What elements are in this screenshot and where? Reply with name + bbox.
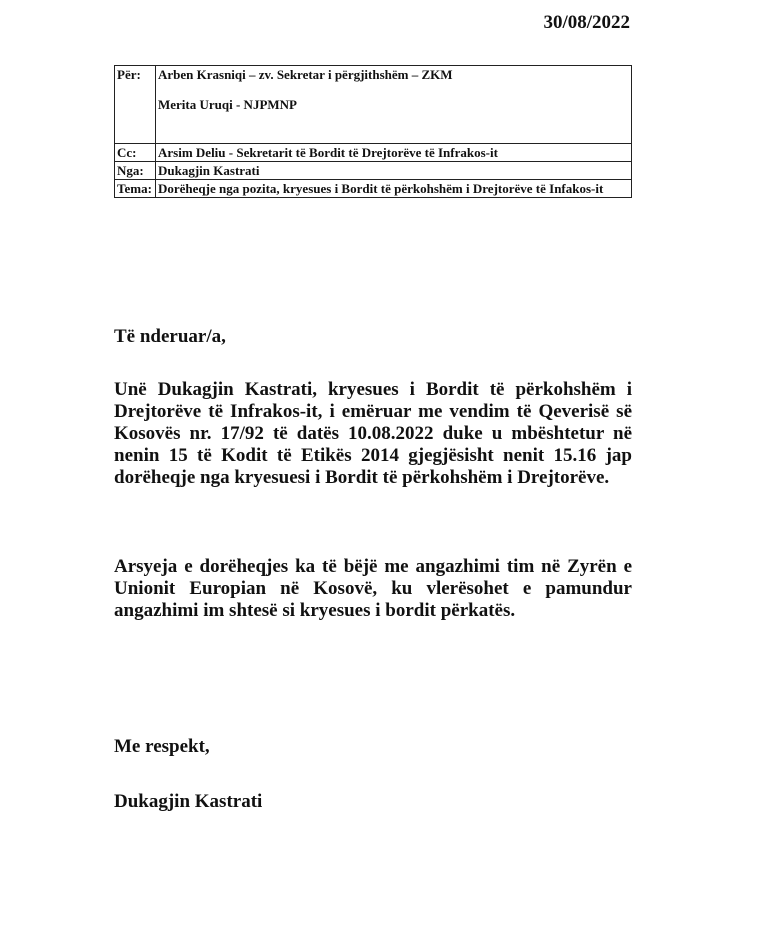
paragraph-2-text: Arsyeja e dorëheqjes ka të bëjë me angazhimi tim në Zyrën e Unionit Europian në Kosovë, ku vlerësohet e pamundur angazhimi im shtesë si kryesues i bordit përkatës.	[114, 556, 632, 621]
paragraph-1-text: Unë Dukagjin Kastrati, kryesues i Bordit të përkohshëm i Drejtorëve të Infrakos-it, i emëruar me vendim të Qeverisë së Kosovës nr. 17/92 të datës 10.08.2022 duke u mbështetur në nenin 15 të Kodit të Etikës 2014 gjegjësisht nenit 15.16 jap dorëheqje nga kryesuesi i Bordit të përkohshëm i Drejtorëve.	[114, 379, 632, 488]
from-value: Dukagjin Kastrati	[156, 162, 632, 180]
paragraph-2	[114, 556, 632, 622]
document-date: 30/08/2022	[543, 12, 630, 33]
paragraph-1	[114, 379, 632, 489]
closing-text: Me respekt,	[114, 736, 210, 757]
salutation	[114, 326, 632, 348]
subject-label: Tema:	[115, 180, 156, 198]
memo-header-table	[114, 65, 632, 198]
from-row	[115, 162, 632, 180]
recipient-line-1: Arben Krasniqi – zv. Sekretar i përgjithshëm – ZKM	[158, 67, 453, 82]
recipient-label: Për:	[115, 66, 156, 144]
from-label: Nga:	[115, 162, 156, 180]
cc-row	[115, 144, 632, 162]
subject-row	[115, 180, 632, 198]
signature-text: Dukagjin Kastrati	[114, 791, 263, 812]
signature-name	[114, 791, 632, 813]
recipient-row	[115, 66, 632, 144]
cc-label: Cc:	[115, 144, 156, 162]
salutation-text: Të nderuar/a,	[114, 326, 226, 347]
recipient-line-2: Merita Uruqi - NJPMNP	[158, 97, 297, 112]
cc-value: Arsim Deliu - Sekretarit të Bordit të Drejtorëve të Infrakos-it	[156, 144, 632, 162]
recipient-value	[156, 66, 632, 144]
closing	[114, 736, 632, 758]
subject-value: Dorëheqje nga pozita, kryesues i Bordit të përkohshëm i Drejtorëve të Infakos-it	[156, 180, 632, 198]
